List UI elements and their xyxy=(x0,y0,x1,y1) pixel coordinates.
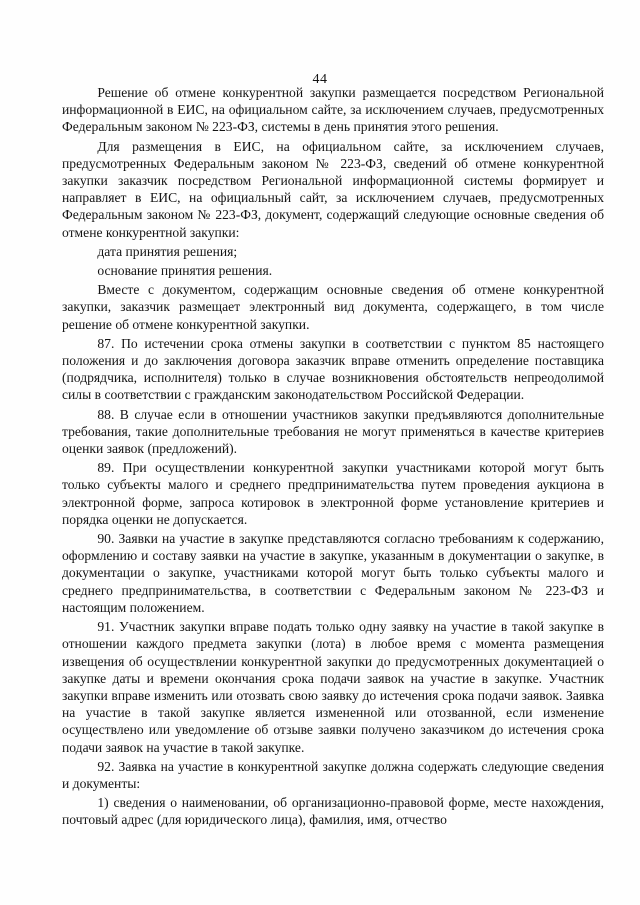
page-number: 44 xyxy=(312,72,328,87)
document-body xyxy=(62,84,604,829)
paragraph-electronic-document: Вместе с документом, содержащим основные сведения об отмене конкурентной закупки, заказчик размещает электронный вид документа, содержащего, в том числе решение об отмене конкурентной закупки. xyxy=(62,282,604,332)
list-item-decision-date: дата принятия решения; xyxy=(97,243,238,259)
paragraph-cancellation-posting: Для размещения в ЕИС, на официальном сайте, за исключением случаев, предусмотренных Федеральным законом № 223-ФЗ, сведений об отмене конкурентной закупки заказчик посредством Региональной информационной системы формирует и направляет в ЕИС, на официальный сайт, за исключением случаев, предусмотренных Федеральным законом № 223-ФЗ, документ, содержащий следующие основные сведения об отмене конкурентной закупки: xyxy=(62,138,604,240)
paragraph-92: 92. Заявка на участие в конкурентной закупке должна содержать следующие сведения и документы: xyxy=(62,758,604,791)
paragraph-89: 89. При осуществлении конкурентной закупки участниками которой могут быть только субъекты малого и среднего предпринимательства путем проведения аукциона в электронной форме, запроса котировок в электронной форме установление критериев и порядка оценки не допускается. xyxy=(62,460,604,527)
list-item-decision-basis: основание принятия решения. xyxy=(97,263,273,279)
paragraph-87: 87. По истечении срока отмены закупки в соответствии с пунктом 85 настоящего положения и до заключения договора заказчик вправе отменить определение поставщика (подрядчика, исполнителя) только в случае возникновения обстоятельств непреодолимой силы в соответствии с гражданским законодательством Российской Федерации. xyxy=(62,335,604,403)
paragraph-91: 91. Участник закупки вправе подать только одну заявку на участие в такой закупке в отношении каждого предмета закупки (лота) в любое время с момента размещения извещения об осуществлении конкурентной закупки до предусмотренных документацией о закупке даты и времени окончания срока подачи заявок на участие в закупке. Участник закупки вправе изменить или отозвать свою заявку до истечения срока подачи заявок. Заявка на участие в такой закупке является измененной или отозванной, если изменение осуществлено или уведомление об отзыве заявки получено заказчиком до истечения срока подачи заявок на участие в такой закупке. xyxy=(62,619,604,755)
paragraph-cancellation-decision: Решение об отмене конкурентной закупки размещается посредством Региональной информационной в ЕИС, на официальном сайте, за исключением случаев, предусмотренных Федеральным законом № 223-ФЗ, системы в день принятия этого решения. xyxy=(62,85,604,135)
paragraph-92-item-1: 1) сведения о наименовании, об организационно-правовой форме, месте нахождения, почтовый адрес (для юридического лица), фамилия, имя, отчество xyxy=(62,795,604,828)
paragraph-90: 90. Заявки на участие в закупке представляются согласно требованиям к содержанию, оформлению и составу заявки на участие в закупке, указанным в документации о закупке, в документации о закупке, участниками которой могут быть только субъекты малого и среднего предпринимательства, в соответствии с Федеральным законом № 223-ФЗ и настоящим положением. xyxy=(62,531,604,615)
paragraph-88: 88. В случае если в отношении участников закупки предъявляются дополнительные требования, такие дополнительные требования не могут применяться в качестве критериев оценки заявок (предложений). xyxy=(62,406,604,457)
